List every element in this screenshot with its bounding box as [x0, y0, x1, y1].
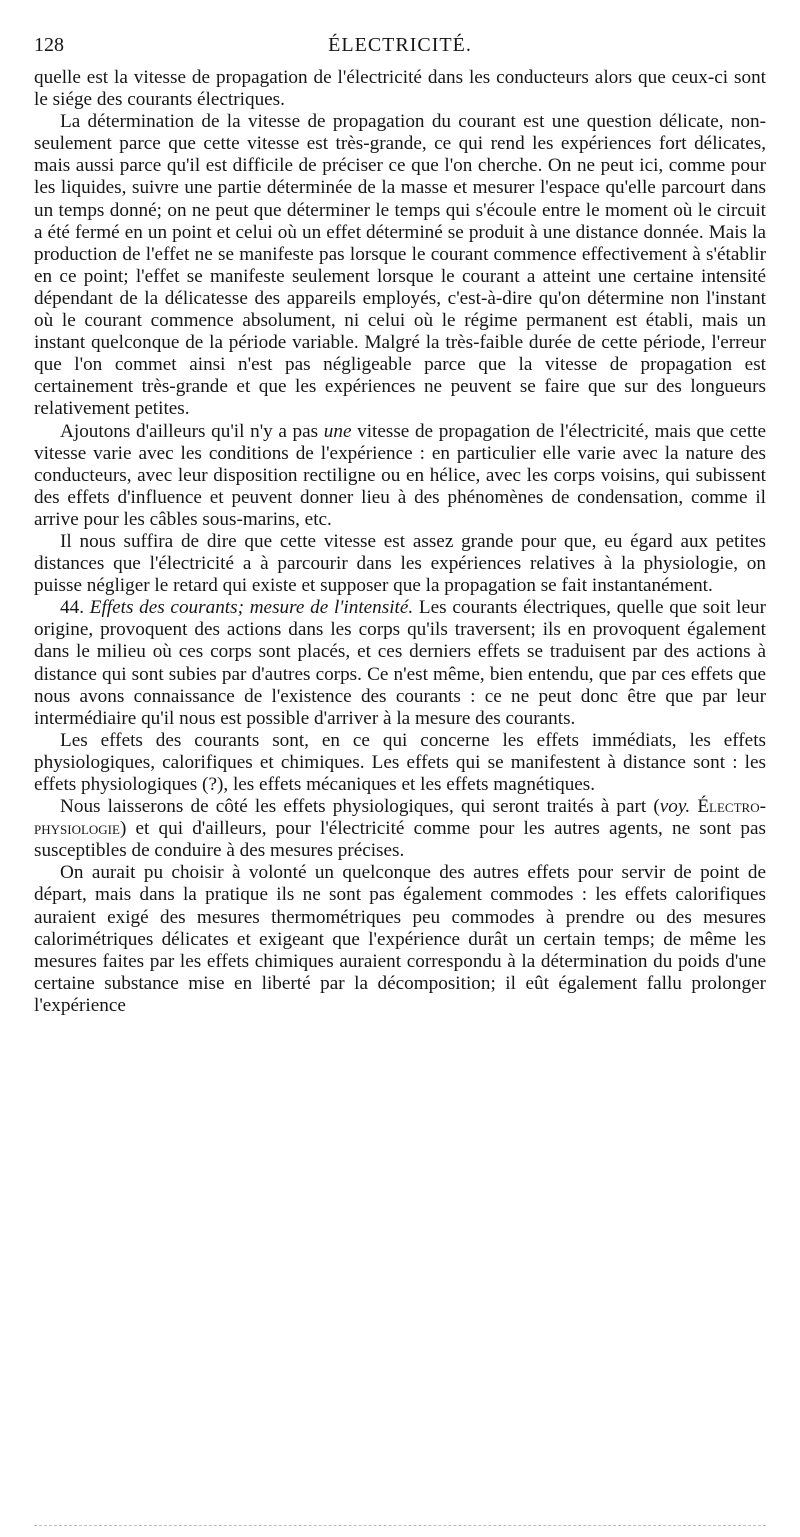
bottom-rule — [34, 1525, 766, 1526]
running-head — [34, 32, 766, 58]
paragraph-physiology: Il nous suffira de dire que cette vitesse est assez grande pour que, eu égard aux petites distances que l'électricité a à parcourir dans les expériences relatives à la physiologie, on puisse négliger le retard qui existe et supposer que la propagation se fait instantanément. — [34, 530, 766, 597]
paragraph-propagation-speed: La détermination de la vitesse de propagation du courant est une question délicate, non-seulement parce que cette vitesse est très-grande, ce qui rend les expériences fort délicates, mais aussi parce qu'il est difficile de préciser ce que l'on cherche. On ne peut ici, comme pour les liquides, suivre une partie déterminée de la masse et mesurer l'espace qu'elle parcourt dans un temps donné; on ne peut que déterminer le temps qui s'écoule entre le moment où le circuit a été fermé en un point et celui où un effet déterminé se produit à une distance donnée. Mais la production de l'effet ne se manifeste pas lorsque le courant commence effectivement à s'établir en ce point; l'effet se manifeste seulement lorsque le courant a atteint une certaine intensité dépendant de la délicatesse des appareils employés, c'est-à-dire qu'on détermine non l'instant où le courant commence absolument, ni celui où le régime permanent est établi, mais un instant quelconque de la période variable. Malgré la très-faible durée de cette période, l'erreur que l'on commet ainsi n'est pas négligeable parce que la vitesse de propagation est certainement très-grande et que les expériences ne peuvent se faire que sur des longueurs relativement petites. — [34, 111, 766, 420]
paragraph-effects-list: Les effets des courants sont, en ce qui concerne les effets immédiats, les effets physiologiques, calorifiques et chimiques. Les effets qui se manifestent à distance sont : les effets physiologiques (?), les effets mécaniques et les effets magnétiques. — [34, 729, 766, 795]
text-run: ) et qui d'ailleurs, pour l'électricité comme pour les autres agents, ne sont pas susceptibles de conduire à des mesures précises. — [34, 818, 766, 862]
section-number: 44. — [60, 597, 84, 619]
running-title: ÉLECTRICITÉ. — [328, 34, 472, 56]
section-title: Effets des courants; mesure de l'intensité. — [89, 597, 414, 619]
paragraph-variable-speed — [34, 421, 766, 531]
page-number: 128 — [34, 34, 64, 56]
paragraph-physiological-effects — [34, 796, 766, 862]
emphasis: une — [323, 420, 352, 442]
text-run: Les courants électriques, quelle que soit leur origine, provoquent des actions dans les corps qu'ils traversent; ils en provoquent également dans le milieu où ces corps sont placés, et ces derniers effets se traduisent par des actions à distance qui sont subies par d'autres corps. Ce n'est même, bien entendu, que par ces effets que nous avons connaissance de l'existence des courants : ce ne peut donc être que par leur intermédiaire qu'il nous est possible d'arriver à la mesure des courants. — [34, 597, 766, 729]
paragraph-continued: quelle est la vitesse de propagation de l'électricité dans les conducteurs alors que ceux-ci sont le siége des courants électriques. — [34, 67, 766, 111]
text-run: Ajoutons d'ailleurs qu'il n'y a pas — [60, 420, 324, 442]
cross-reference-voy: voy. — [659, 796, 691, 818]
section-44 — [34, 597, 766, 730]
paragraph-measurement-choice: On aurait pu choisir à volonté un quelconque des autres effets pour servir de point de départ, mais dans la pratique ils ne sont pas également commodes : les effets calorifiques auraient exigé des mesures thermométriques peu commodes à prendre ou des mesures calorimétriques délicates et exigeant que l'expérience durât un certain temps; de même les mesures faites par les effets chimiques auraient correspondu à la détermination du poids d'une certaine substance mise en liberté par la décomposition; il eût également fallu prolonger l'expérience — [34, 862, 766, 1016]
body-text — [34, 67, 766, 1017]
text-run: Nous laisserons de côté les effets physiologiques, qui seront traités à part ( — [60, 796, 660, 818]
text-run: vitesse de propagation de l'électricité, mais que cette vitesse varie avec les conditions de l'expérience : en particulier elle varie avec la nature des conducteurs, avec leur disposition rectiligne ou en hélice, avec les corps voisins, qui subissent des effets d'influence et peuvent donner lieu à des phénomènes de condensation, comme il arrive pour les câbles sous-marins, etc. — [34, 420, 767, 530]
cross-reference-title: Électro-physiologie — [34, 796, 766, 840]
